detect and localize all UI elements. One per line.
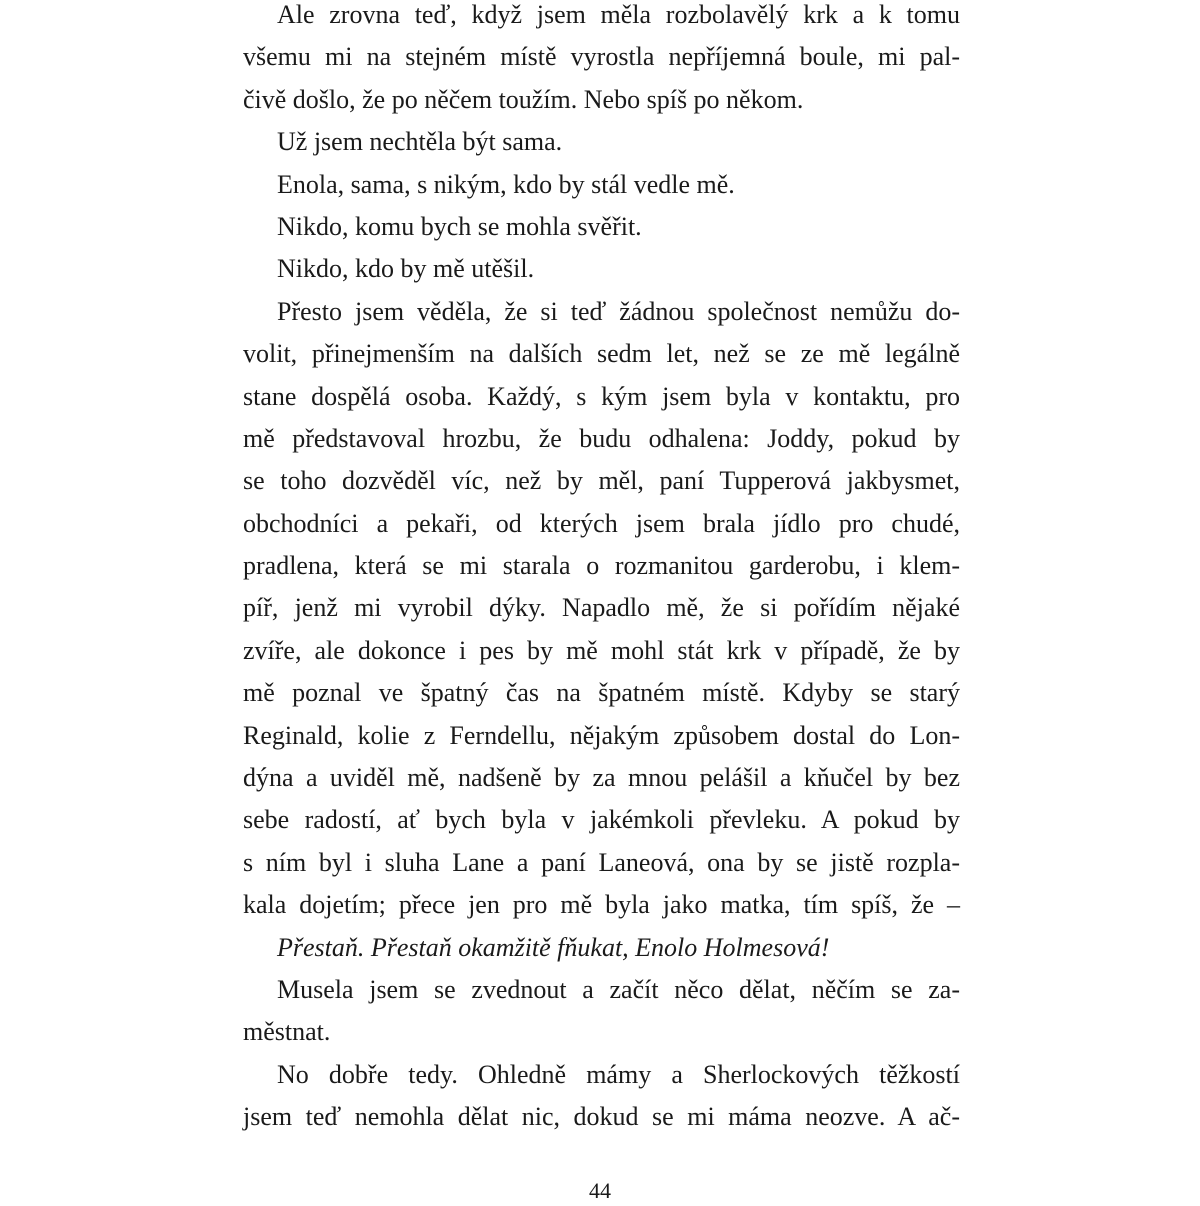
text-line: Přesto jsem věděla, že si teď žádnou společnost nemůžu do-	[277, 296, 960, 326]
text-line: s ním byl i sluha Lane a paní Laneová, ona by se jistě rozpla-	[243, 847, 960, 877]
text-line: kala dojetím; přece jen pro mě byla jako matka, tím spíš, že –	[243, 890, 960, 920]
italic-text-line: Přestaň. Přestaň okamžitě fňukat, Enolo Holmesová!	[277, 932, 830, 962]
text-line: Nikdo, komu bych se mohla svěřit.	[277, 211, 642, 241]
text-line: volit, přinejmenším na dalších sedm let, než se ze mě legálně	[243, 339, 960, 369]
text-line: Už jsem nechtěla být sama.	[277, 127, 563, 157]
text-line: čivě došlo, že po něčem toužím. Nebo spíš po někom.	[243, 84, 804, 114]
text-line: píř, jenž mi vyrobil dýky. Napadlo mě, že si pořídím nějaké	[243, 593, 960, 623]
text-line: všemu mi na stejném místě vyrostla nepříjemná boule, mi pal-	[243, 42, 960, 72]
text-line: dýna a uviděl mě, nadšeně by za mnou pelášil a kňučel by bez	[243, 763, 960, 793]
text-line: Ale zrovna teď, když jsem měla rozbolavělý krk a k tomu	[277, 0, 960, 29]
text-line: Enola, sama, s nikým, kdo by stál vedle mě.	[277, 169, 735, 199]
text-line: mě poznal ve špatný čas na špatném místě. Kdyby se starý	[243, 678, 960, 708]
text-line: městnat.	[243, 1017, 331, 1047]
text-line: obchodníci a pekaři, od kterých jsem brala jídlo pro chudé,	[243, 508, 960, 538]
body-text	[243, 0, 960, 1139]
text-line: se toho dozvěděl víc, než by měl, paní Tupperová jakbysmet,	[243, 466, 960, 496]
text-line: stane dospělá osoba. Každý, s kým jsem byla v kontaktu, pro	[243, 381, 960, 411]
text-line: pradlena, která se mi starala o rozmanitou garderobu, i klem-	[243, 551, 960, 581]
text-line: zvíře, ale dokonce i pes by mě mohl stát krk v případě, že by	[243, 635, 960, 665]
text-line: Musela jsem se zvednout a začít něco dělat, něčím se za-	[277, 974, 960, 1004]
text-line: No dobře tedy. Ohledně mámy a Sherlockových těžkostí	[277, 1059, 960, 1089]
page-number: 44	[589, 1178, 611, 1203]
text-line: Reginald, kolie z Ferndellu, nějakým způsobem dostal do Lon-	[243, 720, 960, 750]
text-line: mě představoval hrozbu, že budu odhalena: Joddy, pokud by	[243, 423, 960, 453]
text-line: Nikdo, kdo by mě utěšil.	[277, 254, 535, 284]
text-line: sebe radostí, ať bych byla v jakémkoli převleku. A pokud by	[243, 805, 960, 835]
text-line: jsem teď nemohla dělat nic, dokud se mi máma neozve. A ač-	[243, 1102, 960, 1132]
